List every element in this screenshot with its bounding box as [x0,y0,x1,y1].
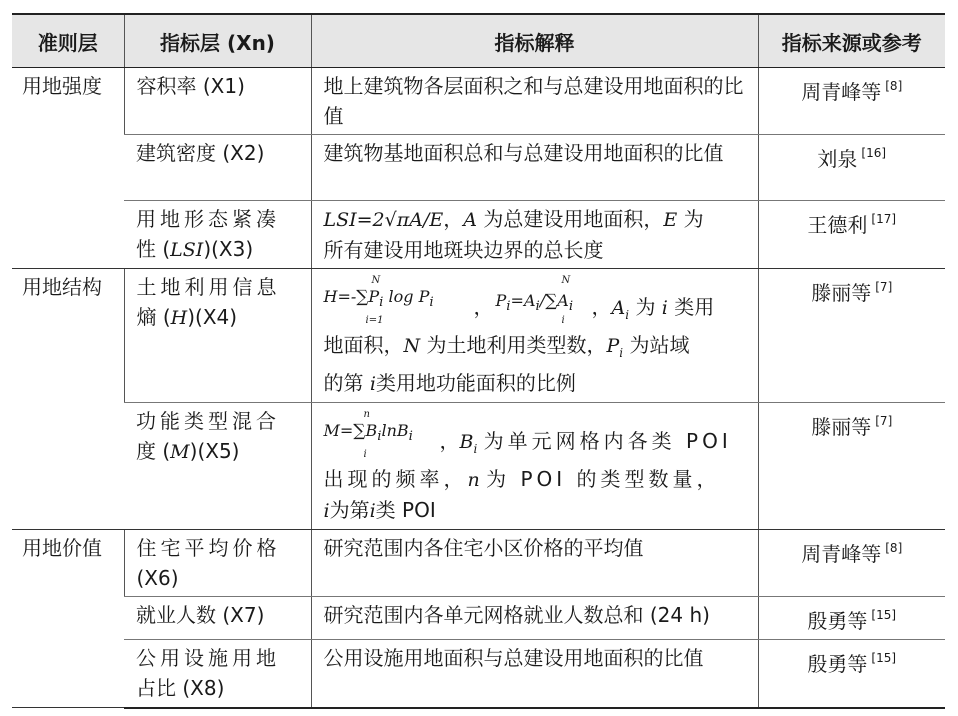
name-symbol: M [170,441,190,463]
indicator-source [758,269,945,403]
header-criterion: 准则层 [12,14,124,68]
indicator-name [124,201,311,269]
table-row [12,403,945,530]
indicator-explanation: 建筑物基地面积总和与总建设用地面积的比值 [311,135,758,201]
indicator-explanation: LSI=2√πA/E，A 为总建设用地面积，E 为 所有建设用地斑块边界的总长度 [311,201,758,269]
name-part: 性 ( [136,237,171,261]
citation-ref: [15] [871,651,897,665]
table-row [12,68,945,135]
header-indicator: 指标层 (Xn) [124,14,311,68]
indicator-source [758,597,945,640]
indicator-explanation: 研究范围内各住宅小区价格的平均值 [311,530,758,597]
indicator-source [758,68,945,135]
name-part: 熵 ( [136,305,171,329]
citation-ref: [8] [885,541,903,555]
table-row [12,640,945,708]
indicator-source [758,403,945,530]
name-line-1: 公用设施用地 [136,646,280,670]
name-line-1: 土地利用信息 [136,275,281,299]
header-explanation: 指标解释 [311,14,758,68]
name-line-1: 住宅平均价格 [136,536,281,560]
indicator-name: 建筑密度 (X2) [124,135,311,201]
citation-ref: [17] [871,212,897,226]
criterion-land-value: 用地价值 [12,530,124,708]
source-author: 滕丽等 [811,415,872,439]
header-source: 指标来源或参考 [758,14,945,68]
citation-ref: [8] [885,79,903,93]
indicator-source [758,640,945,708]
source-author: 殷勇等 [807,652,868,676]
source-author: 滕丽等 [811,281,872,305]
citation-ref: [16] [861,146,887,160]
indicator-table [12,13,945,709]
name-part: (X6) [136,566,179,590]
table-row [12,201,945,269]
indicator-name [124,403,311,530]
indicator-explanation: 地上建筑物各层面积之和与总建设用地面积的比值 [311,68,758,135]
indicator-explanation: $H=-\sum P_i$ $\log P_i$ N i=1 ， $P_i=A_i/\sum A_i$ N i ，$A_i$ 为 i 类用 地面积，N 为土地利用类型数，$P_i$ 为站域 的第 i类用地功能面积的比例 [311,269,758,403]
indicator-source [758,135,945,201]
indicator-explanation: 公用设施用地面积与总建设用地面积的比值 [311,640,758,708]
indicator-name [124,640,311,708]
criterion-land-intensity: 用地强度 [12,68,124,269]
source-author: 刘泉 [817,147,858,171]
name-line-1: 用地形态紧凑 [136,207,280,231]
formula-lsi: LSI=2√πA/E [323,209,444,231]
name-part: )(X3) [203,237,254,261]
source-author: 周青峰等 [801,80,882,104]
name-line-1: 功能类型混合 [136,409,280,433]
table-row [12,135,945,201]
criterion-land-structure: 用地结构 [12,269,124,530]
indicator-name: 容积率 (X1) [124,68,311,135]
table-row [12,530,945,597]
indicator-name [124,530,311,597]
name-part: )(X5) [189,439,240,463]
formula-mixing: $M=\sum B_i\ln B_i$ n i ，$B_i$ 为单元网格内各类 POI [323,409,732,460]
name-part: )(X4) [187,305,238,329]
indicator-name [124,269,311,403]
name-part: 占比 (X8) [136,676,225,700]
header-row [12,14,945,68]
citation-ref: [7] [875,280,893,294]
citation-ref: [15] [871,608,897,622]
table-row [12,269,945,403]
source-author: 殷勇等 [807,609,868,633]
indicator-explanation: 研究范围内各单元网格就业人数总和 (24 h) [311,597,758,640]
formula-entropy: $H=-\sum P_i$ $\log P_i$ N i=1 ， $P_i=A_i/\sum A_i$ N i ，$A_i$ 为 i 类用 [323,275,715,326]
source-author: 王德利 [807,213,868,237]
name-symbol: LSI [170,239,204,261]
citation-ref: [7] [875,414,893,428]
name-symbol: H [170,307,188,329]
table-row [12,597,945,640]
indicator-source [758,530,945,597]
indicator-source [758,201,945,269]
indicator-name: 就业人数 (X7) [124,597,311,640]
source-author: 周青峰等 [801,542,882,566]
indicator-explanation: $M=\sum B_i\ln B_i$ n i ，$B_i$ 为单元网格内各类 POI 出现的频率，n 为 POI 的类型数量， i为第i类 POI [311,403,758,530]
name-part: 度 ( [136,439,171,463]
